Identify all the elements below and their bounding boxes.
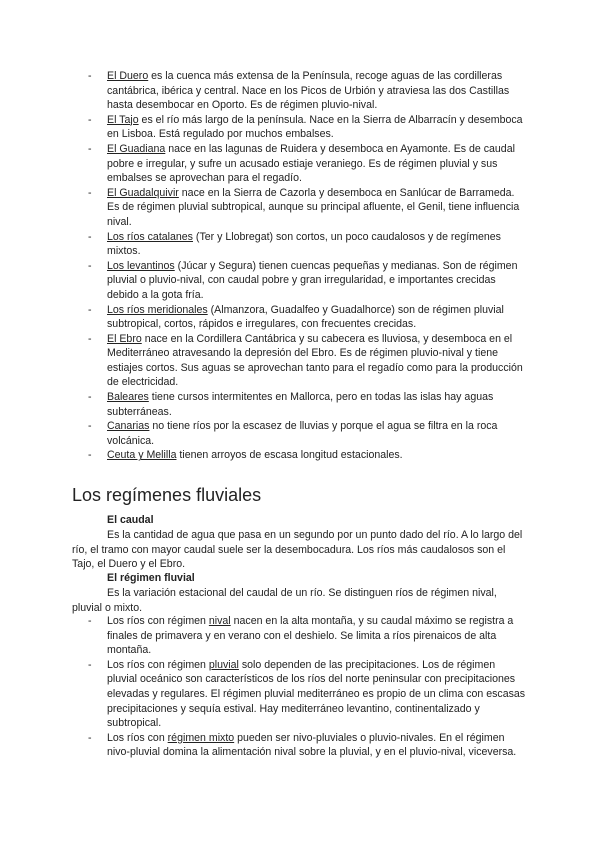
item-text: pueden ser nivo-pluviales o pluvio-nivales. En el régimen nivo-pluvial domina la alimentación nival sobre la pluvial, y en el pluvio-nival, viceversa. [107,731,517,759]
item-text: solo dependen de las precipitaciones. Los de régimen pluvial oceánico son característicos de los ríos del norte peninsular con precipitaciones elevadas y regulares. El régimen pluvial mediterráneo es propio de un clima con escasas precipitaciones y sequía estival. Hay mediterráneo levantino, continentalizado y subtropical. [107,658,526,730]
river-name: El Guadiana [107,142,166,155]
river-list [88,69,528,463]
list-item [88,390,528,419]
river-name: El Ebro [107,332,142,345]
list-item [88,69,528,113]
list-item [88,658,528,731]
river-description: (Ter y Llobregat) son cortos, un poco caudalosos y de regímenes mixtos. [107,230,501,258]
list-item [88,142,528,186]
river-description: (Almanzora, Guadalfeo y Guadalhorce) son de régimen pluvial subtropical, cortos, rápidos e irregulares, con frecuentes crecidas. [107,303,504,331]
caudal-paragraph: Es la cantidad de agua que pasa en un segundo por un punto dado del río. A lo largo del río, el tramo con mayor caudal suele ser la desembocadura. Los ríos más caudalosos son el Tajo, el Duero y el Ebro. [72,529,523,571]
caudal-heading: El caudal [107,514,154,526]
item-intro: Los ríos con [107,731,168,744]
river-description: nace en las lagunas de Ruidera y desemboca en Ayamonte. Es de caudal pobre e irregular, y sufre un acusado estiaje veraniego. Es de régimen pluvial y sus embalses se aprovechan para el regadío. [107,142,515,185]
section-title: Los regímenes fluviales [72,485,262,505]
list-item [88,186,528,230]
river-description: tiene cursos intermitentes en Mallorca, pero en todas las islas hay aguas subterráneas. [107,391,494,418]
river-name: Los ríos meridionales [107,303,208,316]
item-intro: Los ríos con régimen [107,658,209,671]
river-name: El Tajo [107,113,139,126]
river-name: Los ríos catalanes [107,230,193,243]
river-name: El Guadalquivir [107,186,179,199]
river-description: es el río más largo de la península. Nace en la Sierra de Albarracín y desemboca en Lisboa. Está regulado por muchos embalses. [107,113,523,141]
regimen-paragraph: Es la variación estacional del caudal de un río. Se distinguen ríos de régimen nival, pluvial o mixto. [72,587,497,614]
river-description: nace en la Cordillera Cantábrica y su cabecera es lluviosa, y desemboca en el Mediterráneo atravesando la depresión del Ebro. Es de régimen pluvio-nival y tiene estiajes cortos. Sus aguas se aprovechan tanto para el regadío como para la producción de electricidad. [107,332,523,389]
list-item [88,448,528,463]
list-item [88,113,528,142]
list-item [88,332,528,390]
regimen-heading: El régimen fluvial [107,572,195,584]
list-item [88,259,528,303]
list-item [88,230,528,259]
river-name: El Duero [107,70,149,82]
river-description: nace en la Sierra de Cazorla y desemboca en Sanlúcar de Barrameda. Es de régimen pluvial subtropical, aunque su principal afluente, el Genil, tiene influencia nival. [107,186,520,228]
regime-term: régimen mixto [167,731,235,744]
regime-term: nival [208,615,231,627]
river-description: no tiene ríos por la escasez de lluvias y porque el agua se filtra en la roca volcánica. [107,420,498,447]
river-name: Los levantinos [107,259,175,272]
item-text: nacen en la alta montaña, y su caudal máximo se registra a finales de primavera y en verano con el deshielo. Se limita a ríos pirenaicos de alta montaña. [107,615,514,657]
list-item [88,303,528,332]
regime-list [88,614,528,760]
item-intro: Los ríos con régimen [107,615,209,627]
river-description: tienen arroyos de escasa longitud estacionales. [176,449,403,462]
river-name: Canarias [107,420,150,433]
list-item [88,731,528,760]
list-item [88,614,528,658]
list-item [88,419,528,448]
river-description: (Júcar y Segura) tienen cuencas pequeñas y medianas. Son de régimen pluvial o pluvio-nival, con caudal pobre y gran irregularidad, e importantes crecidas debido a la gota fría. [107,259,518,301]
river-description: es la cuenca más extensa de la Península, recoge aguas de las cordilleras cantábrica, ibérica y central. Nace en los Picos de Urbión y atraviesa las dos Castillas hasta desembocar en Oporto. Es de régimen pluvio-nival. [107,70,510,112]
river-name: Ceuta y Melilla [107,449,177,462]
river-name: Baleares [107,391,149,404]
regime-term: pluvial [208,658,239,671]
